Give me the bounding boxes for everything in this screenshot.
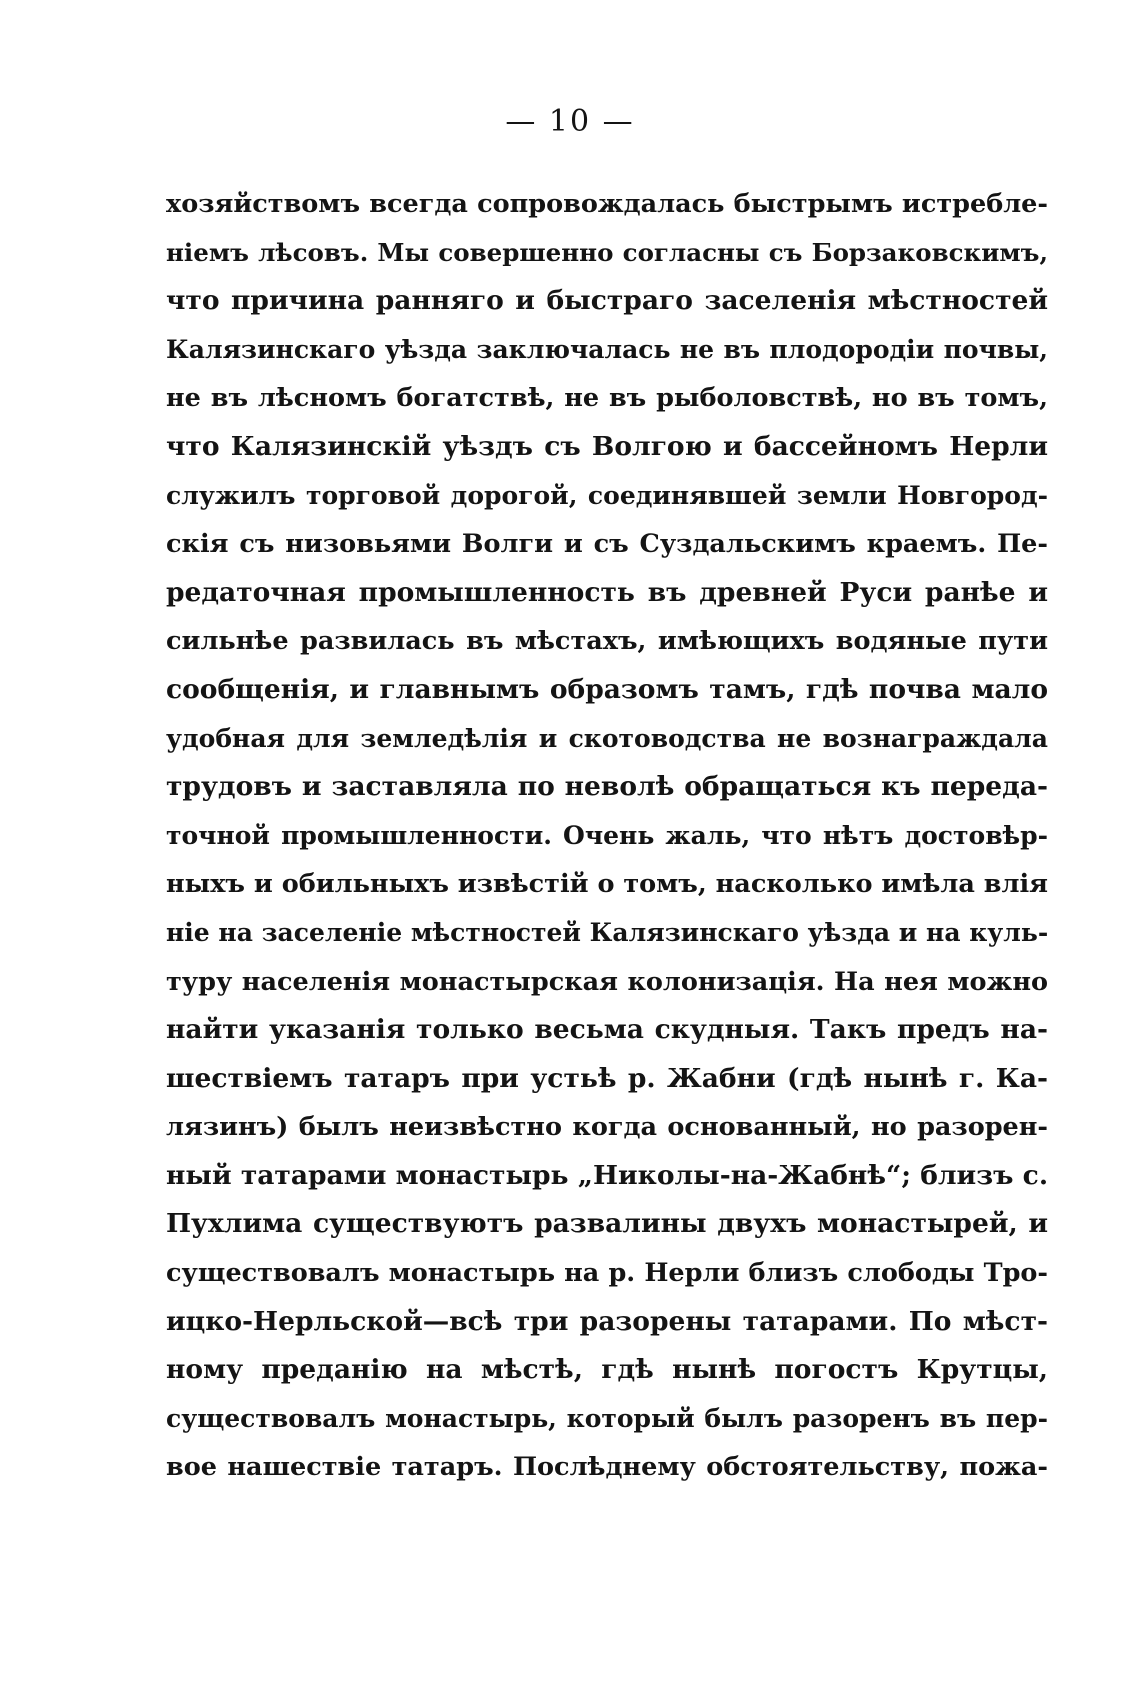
- text-line: существовалъ монастырь на р. Нерли близъ слободы Тро-: [166, 1258, 1048, 1289]
- text-line: редаточная промышленность въ древней Руси ранѣе и: [166, 576, 1048, 608]
- text-line: что Калязинскій уѣздъ съ Волгою и бассейномъ Нерли: [166, 430, 1048, 462]
- page-number: — 10 —: [505, 104, 635, 139]
- text-line: скія съ низовьями Волги и съ Суздальскимъ краемъ. Пе-: [166, 529, 1048, 560]
- text-line: шествіемъ татаръ при устьѣ р. Жабни (гдѣ нынѣ г. Ка-: [166, 1062, 1048, 1094]
- text-line: трудовъ и заставляла по неволѣ обращаться къ переда-: [166, 771, 1048, 803]
- text-line: Пухлима существуютъ развалины двухъ монастырей, и: [166, 1208, 1048, 1240]
- text-line: ный татарами монастырь „Николы-на-Жабнѣ“; близъ с.: [166, 1159, 1049, 1191]
- text-line: туру населенія монастырская колонизація. На нея можно: [166, 966, 1048, 997]
- text-line: служилъ торговой дорогой, соединявшей земли Новгород-: [166, 480, 1048, 510]
- text-line: удобная для земледѣлія и скотоводства не вознаграждала: [166, 723, 1048, 753]
- text-line: найти указанія только весьма скудныя. Такъ предъ на-: [166, 1014, 1048, 1046]
- text-line: ніе на заселеніе мѣстностей Калязинскаго уѣзда и на куль-: [166, 917, 1049, 947]
- text-line: вое нашествіе татаръ. Послѣднему обстоятельству, пожа-: [166, 1452, 1048, 1483]
- text-line: сильнѣе развилась въ мѣстахъ, имѣющихъ водяные пути: [166, 626, 1048, 657]
- text-line: ніемъ лѣсовъ. Мы совершенно согласны съ Борзаковскимъ,: [166, 237, 1048, 267]
- text-line: ныхъ и обильныхъ извѣстій о томъ, насколько имѣла влія: [166, 869, 1048, 900]
- text-line: точной промышленности. Очень жаль, что нѣтъ достовѣр-: [166, 820, 1048, 850]
- body-text: [166, 180, 1048, 1492]
- text-line: Калязинскаго уѣзда заключалась не въ плодородіи почвы,: [166, 334, 1048, 364]
- text-line: хозяйствомъ всегда сопровождалась быстрымъ истребле-: [166, 189, 1048, 219]
- text-line: не въ лѣсномъ богатствѣ, не въ рыболовствѣ, но въ томъ,: [166, 383, 1048, 414]
- text-line: лязинъ) былъ неизвѣстно когда основанный, но разорен-: [166, 1112, 1048, 1143]
- text-line: ному преданію на мѣстѣ, гдѣ нынѣ погостъ Крутцы,: [166, 1354, 1048, 1386]
- text-line: сообщенія, и главнымъ образомъ тамъ, гдѣ почва мало: [166, 673, 1048, 705]
- text-line: ицко-Нерльской—всѣ три разорены татарами. По мѣст-: [166, 1305, 1048, 1337]
- text-line: существовалъ монастырь, который былъ разоренъ въ пер-: [166, 1403, 1048, 1433]
- text-line: что причина ранняго и быстраго заселенія мѣстностей: [166, 285, 1048, 317]
